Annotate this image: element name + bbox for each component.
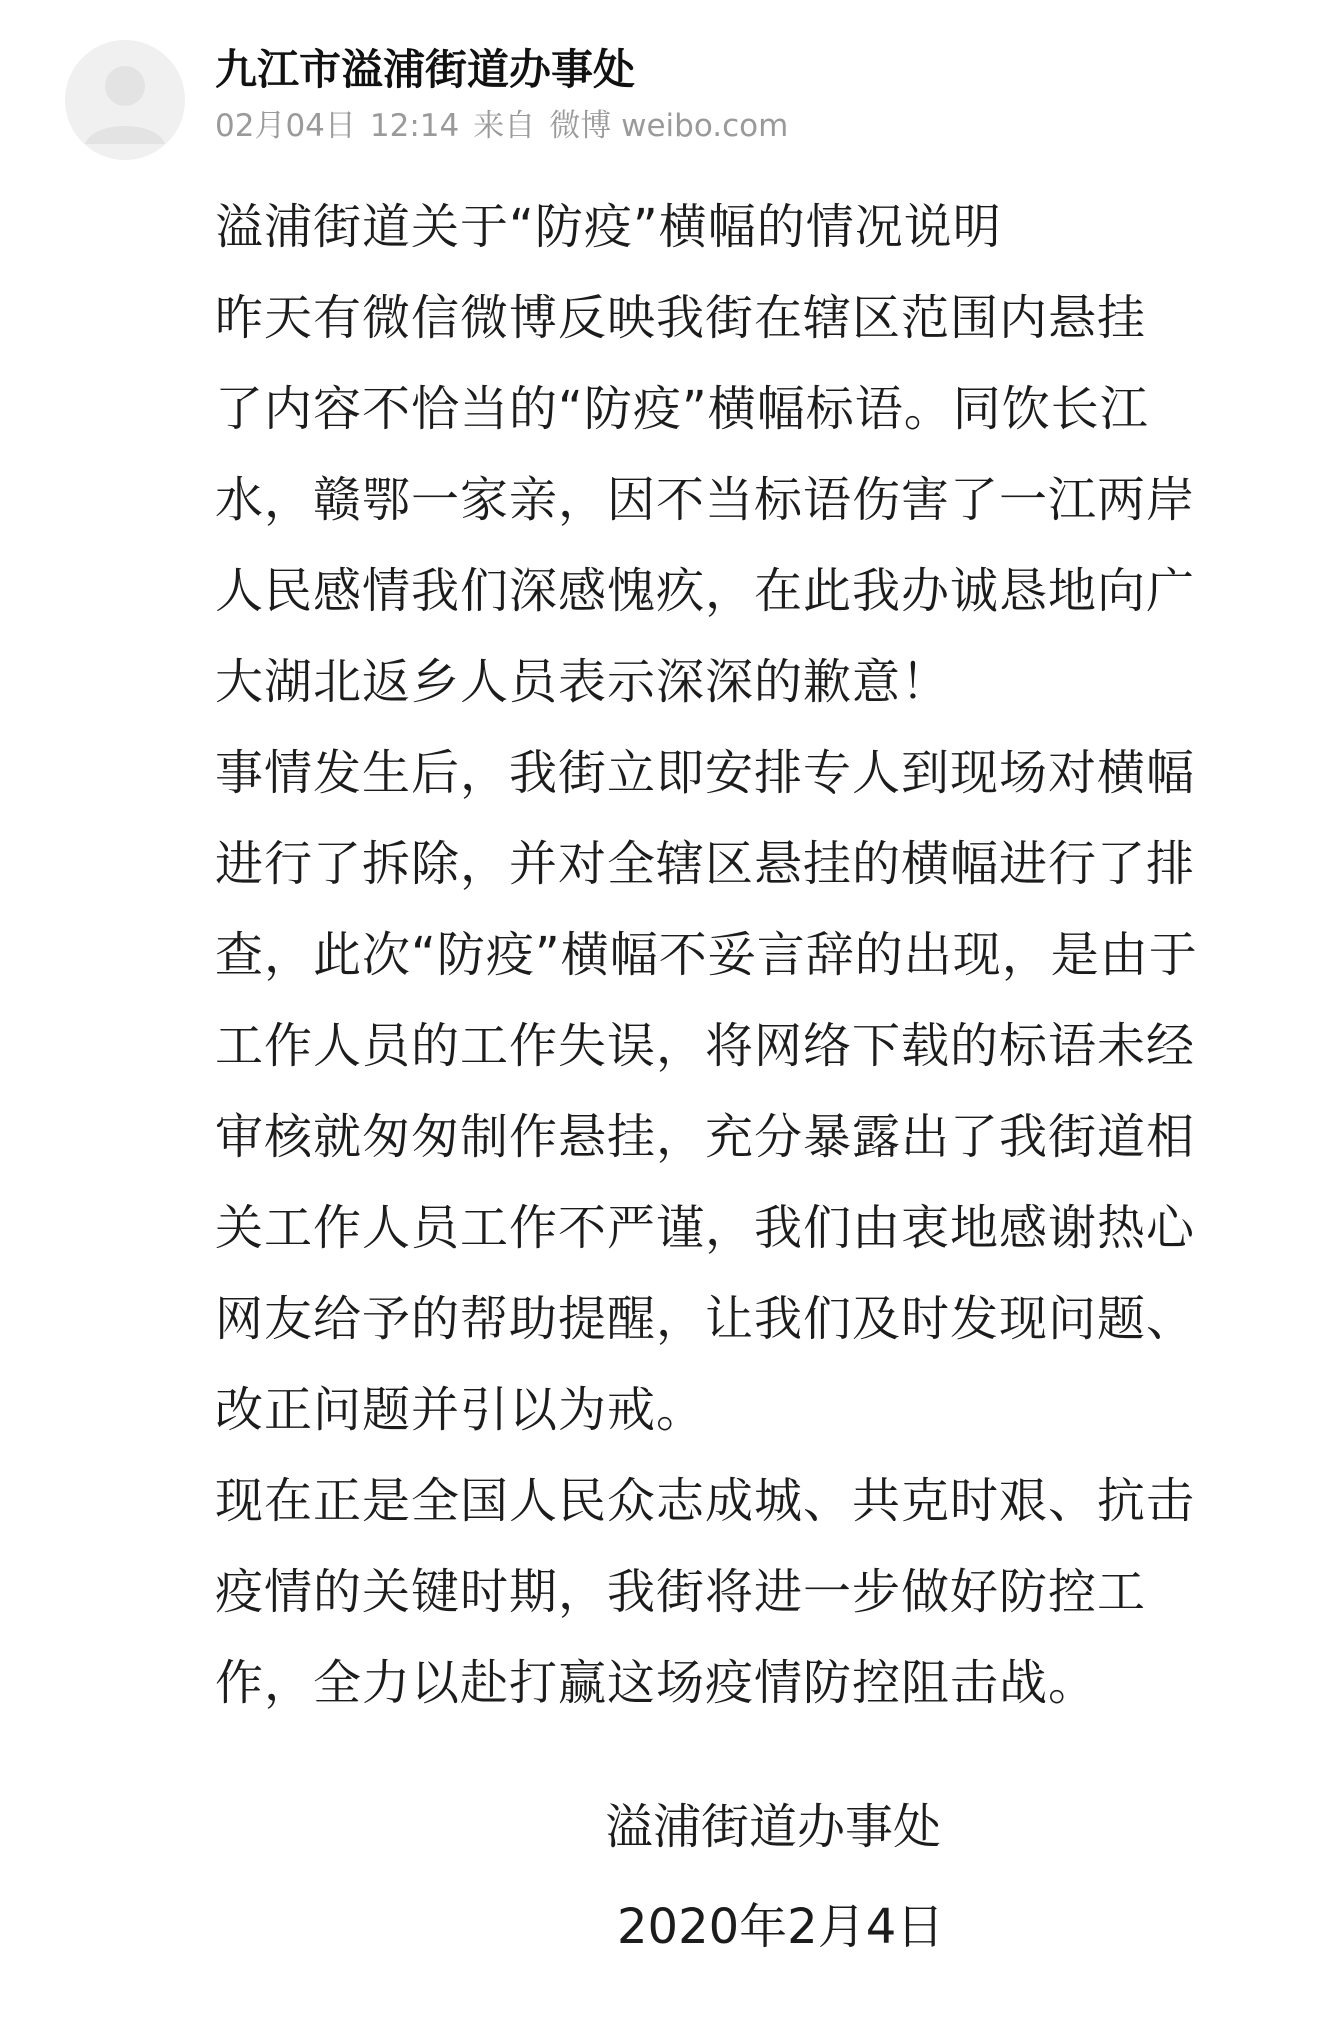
post-meta	[215, 104, 802, 148]
author-name[interactable]: 九江市溢浦街道办事处	[215, 45, 636, 94]
post-text-line: 关工作人员工作不严谨，我们由衷地感谢热心	[215, 1200, 1196, 1256]
post-content	[215, 182, 1290, 1729]
post-text-line: 作，全力以赴打赢这场疫情防控阻击战。	[215, 1655, 1098, 1711]
source-prefix: 来自	[473, 108, 536, 144]
post-text-line: 大湖北返乡人员表示深深的歉意！	[215, 654, 951, 710]
signature-date: 2020年2月4日	[617, 1899, 945, 1955]
author-avatar[interactable]	[65, 40, 185, 160]
post-text-line: 人民感情我们深感愧疚，在此我办诚恳地向广	[215, 563, 1196, 619]
post-text-line: 网友给予的帮助提醒，让我们及时发现问题、	[215, 1291, 1196, 1347]
post-text-line: 现在正是全国人民众志成城、共克时艰、抗击	[215, 1473, 1196, 1529]
post-text-line: 查，此次“防疫”横幅不妥言辞的出现，是由于	[215, 927, 1198, 983]
post-text-line: 水，赣鄂一家亲，因不当标语伤害了一江两岸	[215, 472, 1196, 528]
post-text-line: 昨天有微信微博反映我街在辖区范围内悬挂	[215, 290, 1147, 346]
post-header	[65, 40, 1265, 160]
post-text-line: 疫情的关键时期，我街将进一步做好防控工	[215, 1564, 1147, 1620]
post-text-line: 审核就匆匆制作悬挂，充分暴露出了我街道相	[215, 1109, 1196, 1165]
post-date: 02月04日	[215, 108, 356, 144]
signature-organization: 溢浦街道办事处	[605, 1799, 942, 1855]
post-text-line: 了内容不恰当的“防疫”横幅标语。同饮长江	[215, 381, 1149, 437]
post-title: 溢浦街道关于“防疫”横幅的情况说明	[215, 199, 1002, 255]
post-text-line: 工作人员的工作失误，将网络下载的标语未经	[215, 1018, 1196, 1074]
post-text-line: 进行了拆除，并对全辖区悬挂的横幅进行了排	[215, 836, 1196, 892]
post-text-line: 改正问题并引以为戒。	[215, 1382, 706, 1438]
default-avatar-icon	[65, 40, 185, 160]
post-time: 12:14	[369, 108, 460, 144]
post-source[interactable]: 微博 weibo.com	[549, 108, 789, 144]
post-text-line: 事情发生后，我街立即安排专人到现场对横幅	[215, 745, 1196, 801]
